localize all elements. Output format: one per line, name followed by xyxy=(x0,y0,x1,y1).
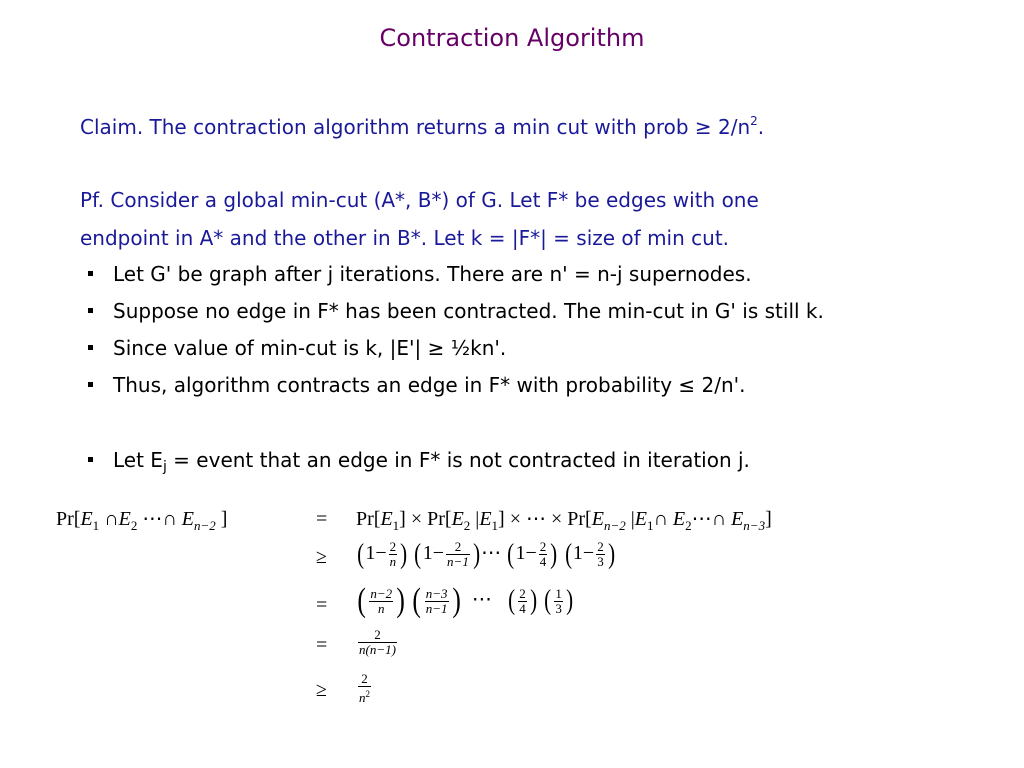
fraction-denominator-text: n−1 xyxy=(425,600,448,616)
paren-close: ) xyxy=(529,585,537,616)
equation-row-1 xyxy=(356,506,772,534)
subscript: 1 xyxy=(491,518,499,533)
fraction-numerator-text: n−3 xyxy=(425,585,448,601)
bullet-icon xyxy=(88,382,93,387)
subscript: n−2 xyxy=(603,518,626,533)
fraction-numerator xyxy=(369,587,393,601)
fraction-numerator: 1 xyxy=(555,585,562,601)
bullet-icon xyxy=(88,345,93,350)
relation-geq-1: ≥ xyxy=(316,546,327,568)
intersection-symbol: ∩ xyxy=(711,508,727,530)
paren-open: ( xyxy=(507,538,515,570)
ellipsis: ⋯ xyxy=(481,542,502,565)
minus-symbol: − xyxy=(375,542,387,565)
relation-eq-3: = xyxy=(316,634,328,656)
bullet-text: Let G' be graph after j iterations. There are n' = n-j supernodes. xyxy=(113,262,752,286)
fraction-numerator: 2 xyxy=(519,585,526,601)
fraction xyxy=(446,540,470,569)
times-symbol: × xyxy=(550,508,563,530)
intersection-symbol: ∩ xyxy=(162,508,177,530)
pr-symbol: Pr[ xyxy=(56,508,81,530)
bullet-item xyxy=(88,299,824,323)
paren-open: ( xyxy=(412,582,422,619)
relation-eq-1: = xyxy=(316,508,328,530)
event-symbol: E xyxy=(118,508,131,530)
fraction xyxy=(596,540,605,569)
proof-line-1: Pf. Consider a global min-cut (A*, B*) of G. Let F* be edges with one xyxy=(80,188,759,212)
equation-row-3 xyxy=(356,584,574,618)
relation-eq-2: = xyxy=(316,594,328,616)
paren-open: ( xyxy=(357,538,365,570)
equation-row-5 xyxy=(356,672,373,705)
times-symbol: × xyxy=(509,508,521,530)
subscript: 2 xyxy=(130,518,138,533)
bracket-close: ] xyxy=(399,508,406,530)
bullet-item xyxy=(88,262,752,286)
paren-open: ( xyxy=(414,538,422,570)
bullet-text: Suppose no edge in F* has been contracted. The min-cut in G' is still k. xyxy=(113,299,824,323)
fraction-denominator-text: n xyxy=(359,690,366,705)
minus-symbol: − xyxy=(525,542,537,565)
fraction-numerator: 2 xyxy=(454,539,462,554)
paren-close: ) xyxy=(396,582,406,619)
slide-title: Contraction Algorithm xyxy=(379,24,645,52)
fraction-denominator xyxy=(389,554,398,569)
equation-row-2 xyxy=(356,540,616,569)
event-symbol: E xyxy=(380,508,393,530)
bullet-icon xyxy=(88,308,93,313)
intersection-symbol: ∩ xyxy=(653,508,668,530)
fraction xyxy=(518,587,527,616)
fraction xyxy=(389,540,398,569)
pr-symbol: Pr[ xyxy=(356,508,381,530)
proof-line-2: endpoint in A* and the other in B*. Let k = |F*| = size of min cut. xyxy=(80,226,730,250)
bullet-subscript: j xyxy=(162,459,167,475)
event-symbol: E xyxy=(479,508,492,530)
subscript: n−3 xyxy=(743,518,766,533)
paren-open: ( xyxy=(357,582,366,619)
one: 1 xyxy=(365,542,376,565)
claim-exponent: 2 xyxy=(750,114,758,128)
paren-close: ) xyxy=(400,538,408,570)
event-symbol: E xyxy=(634,508,647,530)
event-symbol: E xyxy=(591,508,604,530)
one: 1 xyxy=(422,542,433,565)
event-symbol: E xyxy=(181,508,195,530)
paren-close: ) xyxy=(566,585,574,616)
fraction-numerator: 2 xyxy=(539,539,547,554)
fraction-denominator-text: n xyxy=(389,554,397,569)
fraction-denominator: 4 xyxy=(539,554,547,569)
fraction xyxy=(358,672,371,705)
fraction-denominator xyxy=(369,601,393,616)
subscript: 1 xyxy=(92,518,100,533)
claim-text xyxy=(80,114,764,139)
paren-close: ) xyxy=(472,538,480,570)
fraction-numerator-text: n−2 xyxy=(370,585,393,601)
fraction-numerator: 2 xyxy=(597,539,604,554)
bullet-text-pre: Let E xyxy=(113,448,163,472)
fraction-denominator xyxy=(446,554,470,569)
fraction-numerator: 2 xyxy=(389,539,397,554)
intersection-symbol: ∩ xyxy=(104,508,119,530)
fraction-denominator xyxy=(358,642,397,657)
bracket-close: ] xyxy=(498,508,505,530)
fraction xyxy=(425,587,449,616)
subscript: 1 xyxy=(646,518,654,533)
bullet-icon xyxy=(88,457,93,462)
subscript: 2 xyxy=(685,518,692,533)
event-symbol: E xyxy=(672,508,686,530)
event-symbol: E xyxy=(731,508,744,530)
claim-end: . xyxy=(757,115,765,139)
bullet-item xyxy=(88,373,746,397)
fraction xyxy=(539,540,548,569)
bullet-text: Thus, algorithm contracts an edge in F* with probability ≤ 2/n'. xyxy=(113,373,746,397)
fraction-denominator: 3 xyxy=(597,554,604,569)
fraction-denominator-text: n xyxy=(377,600,385,616)
event-symbol: E xyxy=(451,508,464,530)
equation-lhs xyxy=(56,506,227,534)
bullet-text: Since value of min-cut is k, |E'| ≥ ½kn'. xyxy=(113,336,507,360)
bullet-text-post: = event that an edge in F* is not contracted in iteration j. xyxy=(166,448,750,472)
bullet-item xyxy=(88,336,506,360)
fraction-numerator: 2 xyxy=(374,627,381,642)
bracket-close: ] xyxy=(220,508,228,530)
paren-close: ) xyxy=(607,538,615,570)
fraction-numerator xyxy=(425,587,449,601)
exponent: 2 xyxy=(365,689,370,699)
bracket-close: ] xyxy=(765,508,772,530)
one: 1 xyxy=(515,542,526,565)
given-bar: | xyxy=(630,508,635,530)
fraction-denominator-text: n−1 xyxy=(447,554,469,569)
pr-symbol: Pr[ xyxy=(567,508,592,530)
pr-symbol: Pr[ xyxy=(427,508,452,530)
bullet-item xyxy=(88,448,750,475)
fraction xyxy=(358,628,397,657)
fraction-numerator: 2 xyxy=(361,671,368,686)
claim-body: Claim. The contraction algorithm returns a min cut with prob ≥ 2/n xyxy=(80,115,751,139)
relation-geq-2: ≥ xyxy=(316,679,327,701)
paren-close: ) xyxy=(451,582,461,619)
times-symbol: × xyxy=(410,508,423,530)
ellipsis: ⋯ xyxy=(471,588,492,611)
fraction-denominator: 3 xyxy=(555,600,562,616)
subscript: n−2 xyxy=(194,518,216,533)
subscript: 1 xyxy=(392,518,400,533)
fraction-denominator: 4 xyxy=(519,600,526,616)
minus-symbol: − xyxy=(432,542,445,565)
given-bar: | xyxy=(475,508,480,530)
ellipsis: ⋯ xyxy=(525,508,546,530)
paren-open: ( xyxy=(508,585,516,616)
ellipsis: ⋯ xyxy=(691,508,712,530)
fraction-denominator xyxy=(358,686,371,705)
minus-symbol: − xyxy=(582,542,595,565)
fraction-denominator-text: n(n−1) xyxy=(359,642,396,657)
ellipsis: ⋯ xyxy=(142,508,163,530)
fraction xyxy=(369,587,393,616)
paren-open: ( xyxy=(544,585,552,616)
subscript: 2 xyxy=(463,518,471,533)
one: 1 xyxy=(572,542,583,565)
fraction xyxy=(554,587,563,616)
fraction-denominator xyxy=(425,601,449,616)
equation-row-4 xyxy=(356,628,399,657)
paren-close: ) xyxy=(550,538,558,570)
event-symbol: E xyxy=(80,508,93,530)
bullet-icon xyxy=(88,271,93,276)
paren-open: ( xyxy=(564,538,572,570)
